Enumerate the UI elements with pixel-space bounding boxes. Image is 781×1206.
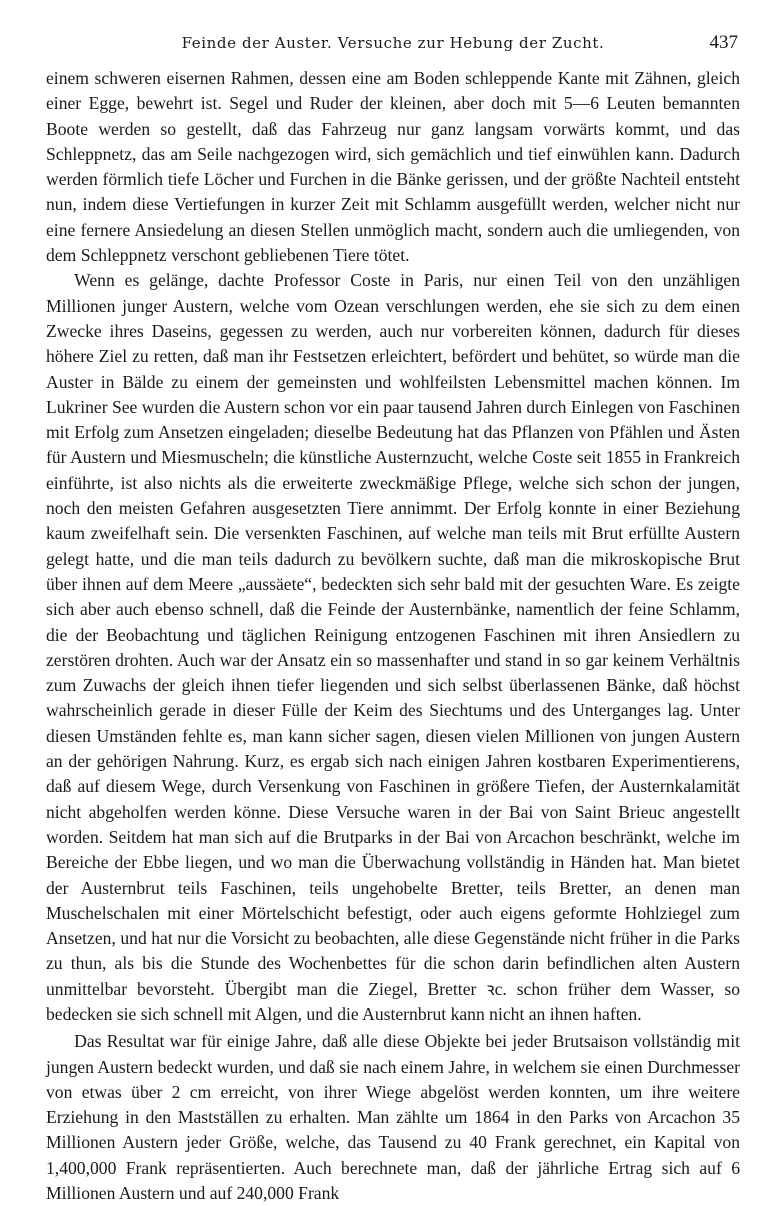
book-page: [46, 28, 740, 1204]
paragraph-2: Wenn es gelänge, dachte Professor Coste in Paris, nur einen Teil von den unzähligen Millionen junger Austern, welche vom Ozean verschlungen werden, ehe sie sich zu dem einen Zwecke ihres Daseins, gegessen zu werden, auch nur vorbereiten können, dadurch für dieses höhere Ziel zu retten, daß man ihr Festsetzen erleichtert, befördert und behütet, so würde man die Auster in Bälde zu einem der gemeinsten und wohlfeilsten Lebensmittel machen können. Im Lukriner See wurden die Austern schon vor ein paar tausend Jahren durch Einlegen von Faschinen mit Erfolg zum Ansetzen eingeladen; dieselbe Bedeutung hat das Pflanzen von Pfählen und Ästen für Austern und Miesmuscheln; die künstliche Austernzucht, welche Coste seit 1855 in Frankreich einführte, ist also nichts als die erweiterte zweckmäßige Pflege, welche sich schon der jungen, noch den meisten Gefahren ausgesetzten Tiere annimmt. Der Erfolg konnte in einer Beziehung kaum zweifelhaft sein. Die versenkten Faschinen, auf welche man teils mit Brut erfüllte Austern gelegt hatte, und die man teils dadurch zu bevölkern suchte, daß man die mikroskopische Brut über ihnen auf dem Meere „aussäete“, bedeckten sich sehr bald mit der gesuchten Ware. Es zeigte sich aber auch ebenso schnell, daß die Feinde der Austernbänke, namentlich der feine Schlamm, die der Beobachtung und täglichen Reinigung entzogenen Faschinen mit ihren Ansiedlern zu zerstören drohten. Auch war der Ansatz ein so massenhafter und stand in so gar keinem Verhältnis zum Zuwachs der gleich ihnen tiefer liegenden und sich selbst überlassenen Bänke, daß höchst wahrscheinlich gerade in dieser Fülle der Keim des Siechtums und des Unterganges lag. Unter diesen Umständen fehlte es, man kann sicher sagen, diesen vielen Millionen von jungen Austern an der gehörigen Nahrung. Kurz, es ergab sich nach einigen Jahren kostbaren Experimentierens, daß auf diesem Wege, durch Versenkung von Faschinen in größere Tiefen, der Austernkalamität nicht abgeholfen werden könne. Diese Versuche waren in der Bai von Saint Brieuc angestellt worden. Seitdem hat man sich auf die Brutparks in der Bai von Arcachon beschränkt, welche im Bereiche der Ebbe liegen, und wo man die Überwachung vollständig in Händen hat. Man bietet der Austernbrut teils Faschinen, teils ungehobelte Bretter, teils Bretter, an denen man Muschelschalen mit einer Mörtelschicht befestigt, oder auch eigens geformte Hohlziegel zum Ansetzen, und hat nur die Vorsicht zu beobachten, alle diese Gegenstände nicht früher in die Parks zu thun, als bis die Stunde des Wochenbettes für die schon darin befindlichen alten Austern unmittelbar bevorsteht. Übergibt man die Ziegel, Bretter ꝛc. schon früher dem Wasser, so bedecken sie sich schnell mit Algen, und die Austernbrut kann nicht an ihnen haften.: [46, 270, 740, 1024]
paragraph-3: Das Resultat war für einige Jahre, daß alle diese Objekte bei jeder Brutsaison vollständig mit jungen Austern bedeckt wurden, und daß sie nach einem Jahre, in welchem sie einen Durchmesser von etwas über 2 cm erreicht, von ihrer Wiege abgelöst werden konnten, um ihre weitere Erziehung in den Mastställen zu erhalten. Man zählte um 1864 in den Parks von Arcachon 35 Millionen Austern jeder Größe, welche, das Tausend zu 40 Frank gerechnet, ein Kapital von 1,400,000 Frank repräsentierten. Auch berechnete man, daß der jährliche Ertrag sich auf 6 Millionen Austern und auf 240,000 Frank: [46, 1031, 740, 1204]
page-header: [46, 28, 740, 58]
running-head: Feinde der Auster. Versuche zur Hebung der Zucht.: [181, 34, 605, 52]
paragraph-1: einem schweren eisernen Rahmen, dessen eine am Boden schleppende Kante mit Zähnen, gleich einer Egge, bewehrt ist. Segel und Ruder der kleinen, aber doch mit 5—6 Leuten bemannten Boote werden so gestellt, daß das Fahrzeug nur ganz langsam vorwärts kommt, und das Schleppnetz, das am Seile nachgezogen wird, sich gemächlich und tief einwühlen kann. Dadurch werden förmlich tiefe Löcher und Furchen in die Bänke gerissen, und der größte Nachteil entsteht nun, indem diese Vertiefungen in kurzer Zeit mit Schlamm ausgefüllt werden, welcher nicht nur eine fernere Ansiedelung an diesen Stellen unmöglich macht, sondern auch die umliegenden, von dem Schleppnetz verschont gebliebenen Tiere tötet.: [46, 68, 740, 266]
body-text: [46, 66, 740, 1206]
page-number: 437: [709, 32, 738, 53]
